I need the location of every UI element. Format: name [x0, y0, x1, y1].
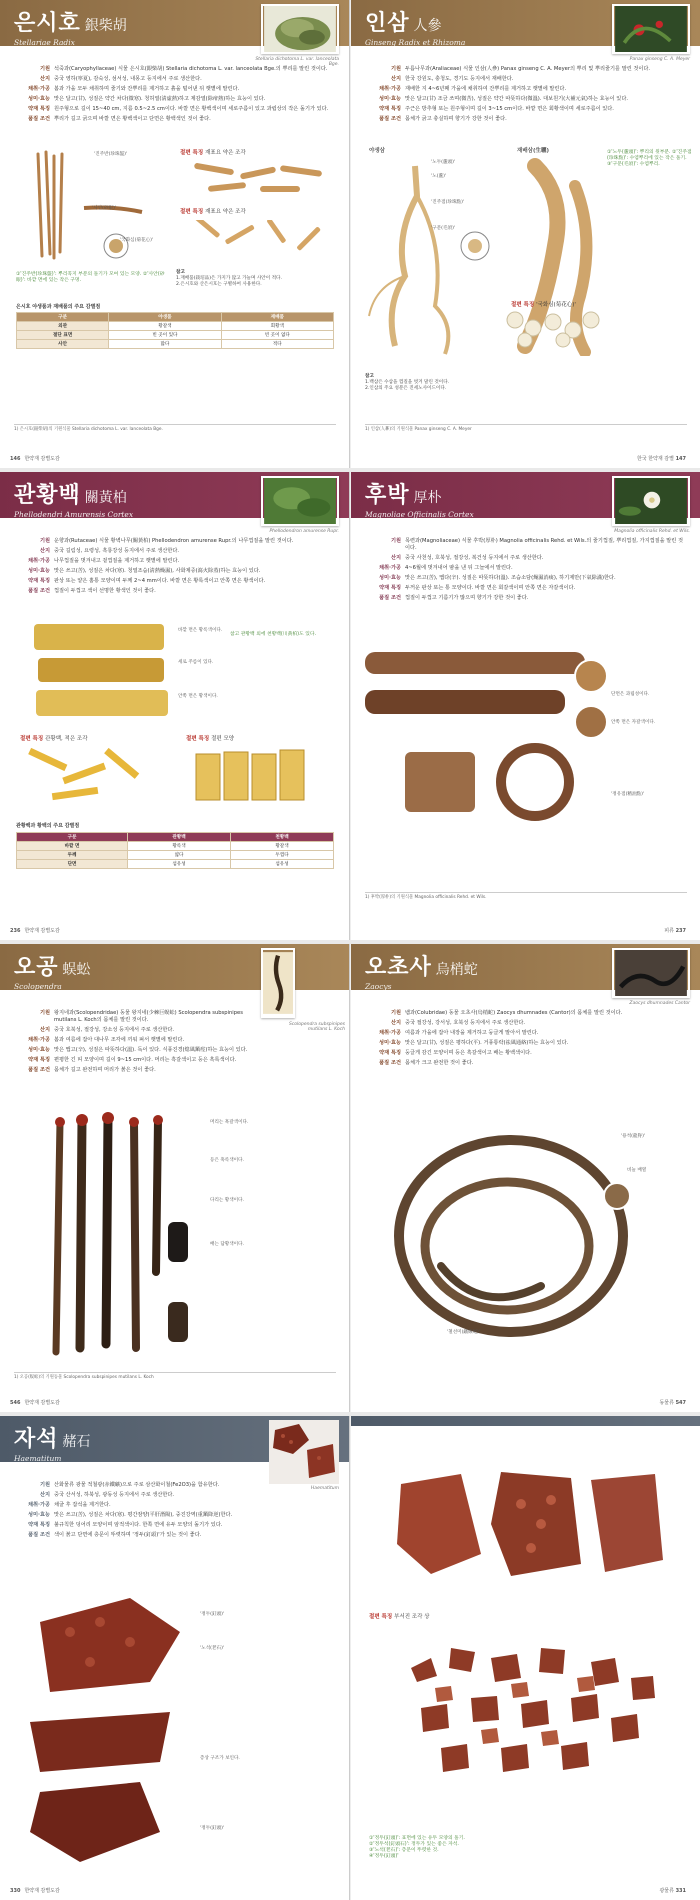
info-row: 채취·가공 재배한 지 4~6년째 가을에 채취하여 잔뿌리를 제거하고 햇볕에 말린다.	[378, 86, 567, 92]
table-row: 절단 표면 빈 곳이 있다 빈 곳이 없다	[17, 331, 334, 340]
plant-photo	[612, 476, 690, 526]
info-row: 약재 특징 주근은 방추형 또는 원주형이며 길이 3~15 cm이다. 바깥 면은 회황색이며 세로주름이 있다.	[379, 106, 614, 112]
callout: '정두(釘頭)'	[200, 1826, 225, 1831]
table-caption: 관황백과 황백의 주요 감별점	[16, 823, 80, 829]
animal-photo	[612, 948, 690, 998]
table-row: 두께 얇다 두껍다	[17, 851, 334, 860]
photo-caption: Zaocys dhumnades Cantor	[629, 1001, 690, 1006]
plant-photo	[261, 476, 339, 526]
title-korean: 후박	[365, 483, 410, 508]
page-footer: 동물류 547	[659, 1400, 686, 1406]
callout: 단면은 과립성이다.	[611, 692, 650, 697]
photo-caption: Magnolia officinalis Rehd. et Wils.	[614, 529, 690, 534]
info-row: 기원 두릅나무과(Araliaceae) 식물 인삼(人參) Panax ginseng C. A. Meyer의 뿌리 및 뿌리줄기를 말린 것이다.	[390, 66, 651, 72]
info-row: 품질 조건 몸체가 길고 완전하며 머리가 붉은 것이 좋다.	[28, 1067, 156, 1073]
pieces-photo	[391, 1628, 671, 1798]
label-wild: 야생삼	[369, 148, 385, 154]
info-row: 채취·가공 나무껍질을 벗겨내고 겉껍질을 제거하고 햇볕에 말린다.	[27, 558, 180, 564]
comparison-table: 구분 관황백 천황백 바깥 면 황록색 황갈색 두께 얇다 두껍다 단면 섬유성 섬유성	[16, 832, 334, 869]
info-row: 약재 특징 원주형으로 길이 15~40 cm, 지름 0.5~2.5 cm이다. 바깥 면은 황백색이며 세로주름이 있고 과립상의 작은 돌기가 있다.	[28, 106, 329, 112]
title-hanja: 烏梢蛇	[435, 962, 478, 978]
entry-title	[14, 1422, 91, 1463]
photo-caption: Haematitum	[310, 1486, 339, 1491]
callout: '정두(釘頭)'	[200, 1612, 225, 1617]
table-row: 단면 섬유성 섬유성	[17, 860, 334, 869]
info-row: 성미·효능 맛은 달고(甘), 성질은 평하다(平). 거풍통락(祛風通絡)하는 효능이 있다.	[378, 1040, 569, 1046]
slices-photo-2	[184, 220, 334, 260]
page-331	[351, 1416, 700, 1900]
info-row: 성미·효능 맛은 쓰고(苦), 맵다(辛). 성질은 따뜻하다(溫). 조습소담(燥濕消痰), 하기제만(下氣除滿)한다.	[378, 575, 616, 581]
callout: 비늘 배열	[627, 1168, 647, 1173]
subhead: 절편 특징 관황백, 적은 조각	[20, 736, 88, 742]
photo-caption: Stellaria dichotoma L. var. lanceolata Bge.	[255, 57, 339, 67]
title-hanja: 人參	[413, 18, 442, 34]
callout: 바깥 면은 황록색이다.	[178, 628, 223, 633]
info-row: 채취·가공 여름과 가을에 잡아 내장을 제거하고 둥글게 말아서 말린다.	[378, 1030, 539, 1036]
info-row: 약재 특징 두꺼운 판상 또는 통 모양이다. 바깥 면은 회갈색이며 안쪽 면은 자갈색이다.	[379, 585, 576, 591]
page-236	[0, 472, 349, 940]
table-caption: 은시호 야생품과 재배품의 주요 감별점	[16, 304, 101, 310]
reference-box: 참고 1.백삼은 수삼을 껍질을 벗겨 말린 것이다. 2.인삼의 주요 성분은 진세노사이드이다.	[365, 374, 450, 391]
title-hanja: 關黃柏	[84, 490, 127, 506]
spread-4	[0, 1416, 700, 1900]
callout: '진주반(珍珠盤)'	[94, 152, 128, 157]
info-row: 성미·효능 맛은 달고(甘) 조금 쓰며(微苦), 성질은 약간 따뜻하다(微溫). 대보원기(大補元氣)하는 효능이 있다.	[378, 96, 628, 102]
green-notes: ①'정두(釘頭)': 표면에 있는 유두 모양의 돌기. ②'정두석(釘頭石)': 정두가 있는 좋은 자석. ③'노석(老石)': 층문이 뚜렷한 것. ④'정두(釘頭)'	[369, 1836, 465, 1859]
entry-title	[14, 6, 127, 47]
callout: '국화심(菊花心)'	[120, 238, 154, 243]
info-block	[367, 538, 685, 605]
info-block	[16, 1482, 266, 1542]
info-row: 품질 조건 몸체가 크고 완전한 것이 좋다.	[379, 1060, 474, 1066]
info-row: 성미·효능 맛은 쓰고(苦), 성질은 차다(寒). 평간잠양(平肝潛陽), 중진강역(重鎭降逆)한다.	[27, 1512, 233, 1518]
callout: '구문(毛須)'	[431, 226, 456, 231]
info-row: 약재 특징 불규칙한 덩어리 모양이며 암적색이다. 한쪽 면에 유두 모양의 돌기가 있다.	[28, 1522, 223, 1528]
info-row: 성미·효능 맛은 달고(甘), 성질은 약간 차다(微寒). 청허열(淸虛熱)하고 제감열(除疳熱)하는 효능이 있다.	[27, 96, 266, 102]
callout: 등은 흑록색이다.	[210, 1158, 244, 1163]
info-block	[367, 66, 685, 126]
slices-photo	[501, 308, 611, 348]
info-block	[16, 1010, 256, 1077]
entry-title	[365, 478, 474, 519]
haematite-photo	[391, 1464, 671, 1584]
subhead: 절편 특징 재표요 약은 조각	[180, 150, 246, 156]
callout: '진주점(珍珠點)'	[431, 200, 465, 205]
entry-title	[14, 478, 133, 519]
info-row: 기원 왕지네과(Scolopendridae) 동물 왕지네(少棘巨蜈蚣) Scolopendra subspinipes mutilans L. Koch의 몸체를 말린 것이다.	[39, 1010, 243, 1023]
page-footer: 330 한약재 감별도감	[10, 1888, 60, 1894]
slices-photo-1	[22, 746, 162, 806]
info-row: 품질 조건 껍질이 두껍고 기름기가 많으며 향기가 강한 것이 좋다.	[379, 595, 529, 601]
page-footer: 광물류 331	[659, 1888, 686, 1894]
info-row: 채취·가공 채굴 후 잡석을 제거한다.	[27, 1502, 111, 1508]
callout: '정유점(精油點)'	[611, 792, 645, 797]
info-row: 약재 특징 둥글게 감긴 모양이며 등은 흑갈색이고 배는 황백색이다.	[379, 1050, 532, 1056]
info-row: 산지 중국 호북성, 절강성, 강소성 등지에서 주로 생산한다.	[39, 1027, 175, 1033]
table-row: 사안 많다 적다	[17, 340, 334, 349]
callout: '철선미(鐵線尾)'	[447, 1330, 481, 1335]
page-330	[0, 1416, 349, 1900]
title-latin: Haematitum	[14, 1454, 62, 1463]
info-row: 성미·효능 맛은 쓰고(苦), 성질은 차다(寒). 청열조습(淸熱燥濕), 사화제증(瀉火除蒸)하는 효능이 있다.	[27, 568, 261, 574]
callout: 머리는 흑갈색이다.	[210, 1120, 249, 1125]
footnote: 1) 후박(厚朴)의 기원식물 Magnolia officinalis Rehd. et Wils.	[365, 892, 687, 901]
info-row: 품질 조건 색이 붉고 단면에 층문이 뚜렷하며 '정두(釘頭)'가 있는 것이 좋다.	[28, 1532, 202, 1538]
entry-title	[14, 950, 91, 991]
info-row: 기원 산화물류 광물 적철광(赤鐵礦)으로 주로 삼산화이철(Fe2O3)을 함유한다.	[39, 1482, 220, 1488]
title-korean: 자석	[14, 1427, 59, 1452]
bark-photo	[34, 620, 174, 720]
info-row: 채취·가공 봄과 가을 모두 채취하며 줄기와 잔뿌리를 제거하고 흙을 털어낸 뒤 햇볕에 말린다.	[27, 86, 240, 92]
info-row: 산지 중국 영하(寧夏), 감숙성, 섬서성, 내몽고 등지에서 주로 생산한다.	[39, 76, 202, 82]
title-korean: 인삼	[365, 11, 410, 36]
callout: '노석(老石)'	[200, 1646, 225, 1651]
callout: 안쪽 면은 자갈색이다.	[611, 720, 656, 725]
title-korean: 오공	[14, 955, 59, 980]
callout: '용척(龍脊)'	[621, 1134, 646, 1139]
photo-caption: Phellodendron amurense Rupr.	[269, 529, 339, 534]
subhead: 절편 특징 '국화심(菊花心)'	[511, 302, 576, 308]
info-row: 품질 조건 몸체가 굵고 충실하며 향기가 강한 것이 좋다.	[379, 116, 507, 122]
title-korean: 관황백	[14, 483, 81, 508]
callout: 다리는 황색이다.	[210, 1198, 244, 1203]
reference-box: 참고 1.재배품(栽培品)은 가지가 많고 가늘며 사안이 적다. 2.은시호와 산은시호는 구별하여 사용한다.	[176, 270, 282, 287]
info-row: 기원 석죽과(Caryophyllaceae) 식물 은시호(銀柴胡) Stellaria dichotoma L. var. lanceolata Bge.의 뿌리를 말린 것이다.	[39, 66, 328, 72]
callout: '노(蘆)'	[431, 174, 447, 179]
subhead: 절편 특징 부서진 조각 상	[369, 1614, 430, 1620]
info-block	[16, 538, 334, 598]
title-latin: Phellodendri Amurensis Cortex	[14, 510, 134, 519]
callout: 세로 주름이 있다.	[178, 660, 214, 665]
page-footer: 236 한약재 감별도감	[10, 928, 60, 934]
mineral-photo	[269, 1420, 339, 1484]
page-147	[351, 0, 700, 468]
entry-title	[365, 950, 478, 991]
info-row: 산지 중국 사천성, 호북성, 절강성, 복건성 등지에서 주로 생산한다.	[390, 555, 544, 561]
callout: 층상 구조가 보인다.	[200, 1756, 240, 1761]
info-row: 채취·가공 봄과 여름에 잡아 대나무 조각에 끼워 펴서 햇볕에 말린다.	[27, 1037, 185, 1043]
title-latin: Ginseng Radix et Rhizoma	[365, 38, 466, 47]
info-row: 산지 중국 길림성, 요령성, 흑룡강성 등지에서 주로 생산한다.	[39, 548, 180, 554]
haematite-illustration	[20, 1592, 200, 1878]
root-illustration	[24, 146, 144, 266]
table-row: 바깥 면 황록색 황갈색	[17, 842, 334, 851]
green-note: ①'노두(蘆頭)': 뿌리의 윗부분. ②'진주점(珍珠點)': 수염뿌리에 있는 작은 돌기. ③'구문(毛須)': 수염뿌리.	[607, 150, 692, 167]
plant-photo	[261, 4, 339, 54]
title-hanja: 赭石	[62, 1434, 91, 1450]
green-note: ①'진주반(珍珠盤)': 뿌리꼭지 부분의 돌기가 모여 있는 모양. ②'사안(砂眼)': 바깥 면에 있는 작은 구멍.	[16, 272, 165, 283]
info-block	[16, 66, 334, 126]
slices-photo-2	[190, 746, 330, 806]
title-korean: 은시호	[14, 11, 81, 36]
table-row: 외관 황갈색 회황색	[17, 322, 334, 331]
callout: '사안(砂眼)'	[92, 206, 117, 211]
title-hanja: 銀柴胡	[84, 18, 127, 34]
info-row: 약재 특징 편평한 긴 띠 모양이며 길이 9~15 cm이다. 머리는 흑갈색이고 등은 흑록색이다.	[28, 1057, 237, 1063]
title-hanja: 蜈蚣	[62, 962, 91, 978]
info-row: 기원 목련과(Magnoliaceae) 식물 후박(厚朴) Magnolia officinalis Rehd. et Wils.의 줄기껍질, 뿌리껍질, 가지껍질을 말린 것이다.	[390, 538, 683, 551]
page-footer: 한국 한약재 감별 147	[636, 456, 686, 462]
info-row: 기원 뱀과(Colubridae) 동물 오초사(烏梢蛇) Zaocys dhumnades (Cantor)의 몸체를 말린 것이다.	[390, 1010, 623, 1016]
info-row: 성미·효능 맛은 맵고(辛), 성질은 따뜻하다(溫). 독이 있다. 식풍진경(熄風鎭痙)하는 효능이 있다.	[27, 1047, 248, 1053]
info-row: 품질 조건 껍질이 두껍고 색이 선명한 황색인 것이 좋다.	[28, 588, 156, 594]
info-row: 약재 특징 판상 또는 얕은 홈통 모양이며 두께 2~4 mm이다. 바깥 면은 황록색이고 안쪽 면은 황색이다.	[28, 578, 266, 584]
footnote: 1) 은시호(銀柴胡)의 기원식물 Stellaria dichotoma L. var. lanceolata Bge.	[14, 424, 336, 433]
title-korean: 오초사	[365, 955, 432, 980]
title-latin: Magnoliae Officinalis Cortex	[365, 510, 474, 519]
info-row: 품질 조건 뿌리가 길고 굵으며 바깥 면은 황백색이고 단면은 황백색인 것이 좋다.	[28, 116, 211, 122]
centipede-illustration	[46, 1112, 196, 1362]
spread-2	[0, 472, 700, 940]
entry-title	[365, 6, 465, 47]
spread-3	[0, 944, 700, 1412]
title-hanja: 厚朴	[413, 490, 442, 506]
title-band	[351, 1416, 700, 1426]
footnote: 1) 오공(蜈蚣)의 기원동물 Scolopendra subspinipes mutilans L. Koch	[14, 1372, 336, 1381]
subhead: 절편 특징 재표요 약은 조각	[180, 209, 246, 215]
title-latin: Stellariae Radix	[14, 38, 75, 47]
info-row: 채취·가공 4~6월에 벗겨내어 땀을 낸 뒤 그늘에서 말린다.	[378, 565, 513, 571]
page-547	[351, 944, 700, 1412]
snake-illustration	[381, 1116, 641, 1356]
green-note: 참고 관황백 외에 천황백(川黃柏)도 있다.	[230, 632, 316, 637]
page-footer: 546 한약재 감별도감	[10, 1400, 60, 1406]
info-row: 산지 한국 강원도, 충청도, 경기도 등지에서 재배한다.	[390, 76, 514, 82]
page-146	[0, 0, 349, 468]
info-block	[367, 1010, 685, 1070]
info-row: 산지 중국 절강성, 강서성, 호북성 등지에서 주로 생산한다.	[390, 1020, 526, 1026]
subhead: 절편 특징 절편 모양	[186, 736, 235, 742]
photo-caption: Panax ginseng C. A. Meyer	[629, 57, 690, 62]
label-cultivated: 재배삼(生曬)	[517, 148, 549, 154]
callout: 배는 담황색이다.	[210, 1242, 244, 1247]
animal-photo	[261, 948, 295, 1018]
spread-1	[0, 0, 700, 468]
comparison-table: 구분 야생품 재배품 외관 황갈색 회황색 절단 표면 빈 곳이 있다 빈 곳이 없다 사안 많다 적다	[16, 312, 334, 349]
slices-photo-1	[184, 160, 334, 200]
page-footer: 피류 237	[664, 928, 686, 934]
page-237	[351, 472, 700, 940]
plant-photo	[612, 4, 690, 54]
title-latin: Zaocys	[365, 982, 392, 991]
info-row: 기원 운향과(Rutaceae) 식물 황벽나무(關黃柏) Phellodendron amurense Rupr.의 나무껍질을 말린 것이다.	[39, 538, 294, 544]
photo-caption: Scolopendra subspinipes mutilans L. Koch	[288, 1022, 345, 1032]
callout: '노두(蘆頭)'	[431, 160, 456, 165]
title-latin: Scolopendra	[14, 982, 62, 991]
callout: 안쪽 면은 황색이다.	[178, 694, 218, 699]
info-row: 산지 중국 산서성, 하북성, 광동성 등지에서 주로 생산한다.	[39, 1492, 175, 1498]
footnote: 1) 인삼(人蔘)의 기원식물 Panax ginseng C. A. Meyer	[365, 424, 687, 433]
page-546	[0, 944, 349, 1412]
bark-photo	[365, 642, 615, 842]
page-footer: 146 한약재 감별도감	[10, 456, 60, 462]
